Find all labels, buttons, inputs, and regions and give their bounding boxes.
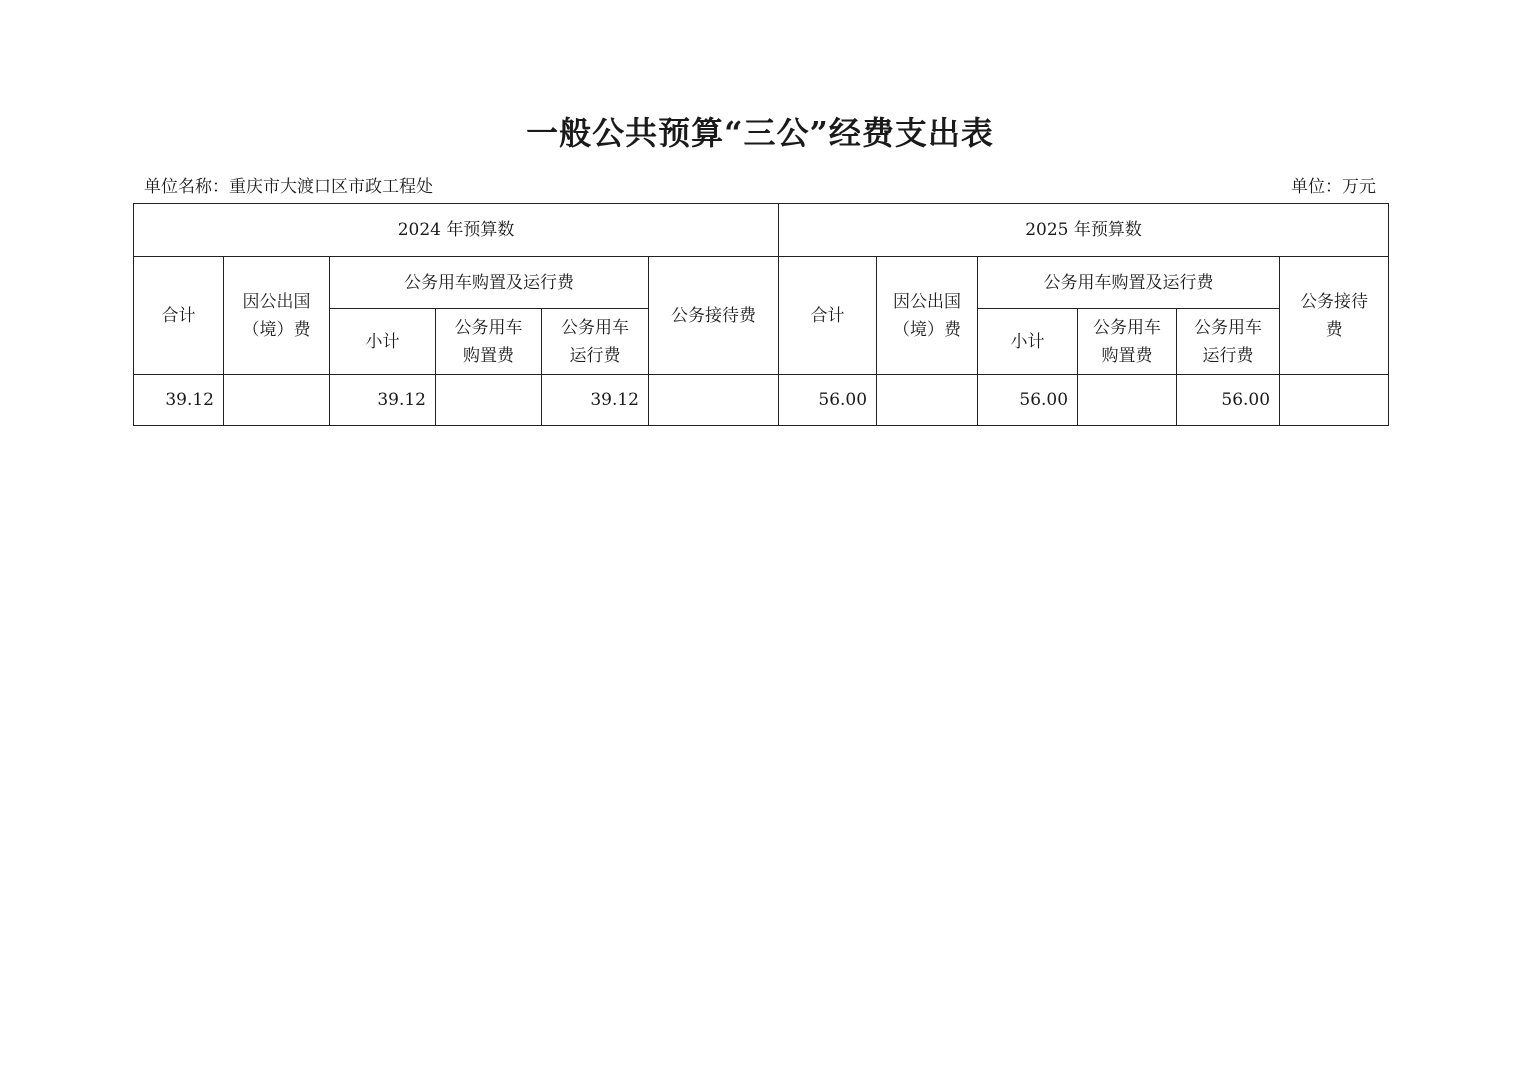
cell-2025-total: 56.00: [779, 375, 877, 426]
header-2025-vehicle-operation-line1: 公务用车: [1194, 317, 1263, 338]
header-2025-subtotal: 小计: [978, 309, 1078, 375]
header-2024-vehicle-purchase-line1: 公务用车: [454, 317, 523, 338]
cell-2025-vehicle-purchase: [1078, 375, 1177, 426]
cell-2024-subtotal: 39.12: [330, 375, 436, 426]
header-2025-vehicle-operation-line2: 运行费: [1202, 345, 1254, 366]
header-2025-reception-line1: 公务接待: [1300, 291, 1369, 312]
header-2024-subtotal: 小计: [330, 309, 436, 375]
header-2025-abroad-line1: 因公出国: [893, 291, 962, 312]
header-2025-vehicle-purchase: [1078, 309, 1177, 375]
header-2025-reception: [1280, 257, 1389, 375]
unit-name-label: 单位名称：重庆市大渡口区市政工程处: [144, 177, 433, 197]
table-row-year-headers: [134, 204, 1389, 257]
header-2024-vehicle-purchase-line2: 购置费: [463, 345, 514, 366]
cell-2024-abroad: [224, 375, 330, 426]
cell-2025-reception: [1280, 375, 1389, 426]
header-2024-abroad-line2: （境）费: [242, 319, 311, 340]
header-2025-total: 合计: [779, 257, 877, 375]
cell-2024-total: 39.12: [134, 375, 224, 426]
header-2025-vehicle: 公务用车购置及运行费: [978, 257, 1280, 309]
header-2025-vehicle-operation: [1177, 309, 1280, 375]
header-2024-budget: 2024 年预算数: [134, 204, 779, 257]
header-2025-abroad-line2: （境）费: [893, 319, 962, 340]
table-row-values: [134, 375, 1389, 426]
cell-2025-subtotal: 56.00: [978, 375, 1078, 426]
cell-2024-reception: [649, 375, 779, 426]
cell-2025-abroad: [877, 375, 978, 426]
header-2024-abroad-line1: 因公出国: [242, 291, 311, 312]
header-2024-abroad: [224, 257, 330, 375]
header-2024-reception: 公务接待费: [649, 257, 779, 375]
header-2024-vehicle-operation-line1: 公务用车: [561, 317, 629, 338]
header-2025-vehicle-purchase-line1: 公务用车: [1093, 317, 1162, 338]
cell-2025-vehicle-operation: 56.00: [1177, 375, 1280, 426]
currency-unit-label: 单位：万元: [1291, 177, 1376, 197]
header-2024-vehicle-purchase: [436, 309, 542, 375]
header-2024-total: 合计: [134, 257, 224, 375]
header-2025-vehicle-purchase-line2: 购置费: [1101, 345, 1153, 366]
table-row-column-headers: [134, 257, 1389, 309]
header-2025-reception-line2: 费: [1325, 319, 1343, 340]
three-public-expenses-table: [133, 203, 1389, 426]
cell-2024-vehicle-operation: 39.12: [542, 375, 649, 426]
cell-2024-vehicle-purchase: [436, 375, 542, 426]
header-2024-vehicle-operation-line2: 运行费: [569, 345, 621, 366]
header-2024-vehicle-operation: [542, 309, 649, 375]
header-2024-vehicle: 公务用车购置及运行费: [330, 257, 649, 309]
header-2025-abroad: [877, 257, 978, 375]
page-title: 一般公共预算“三公”经费支出表: [526, 114, 994, 152]
header-2025-budget: 2025 年预算数: [779, 204, 1389, 257]
